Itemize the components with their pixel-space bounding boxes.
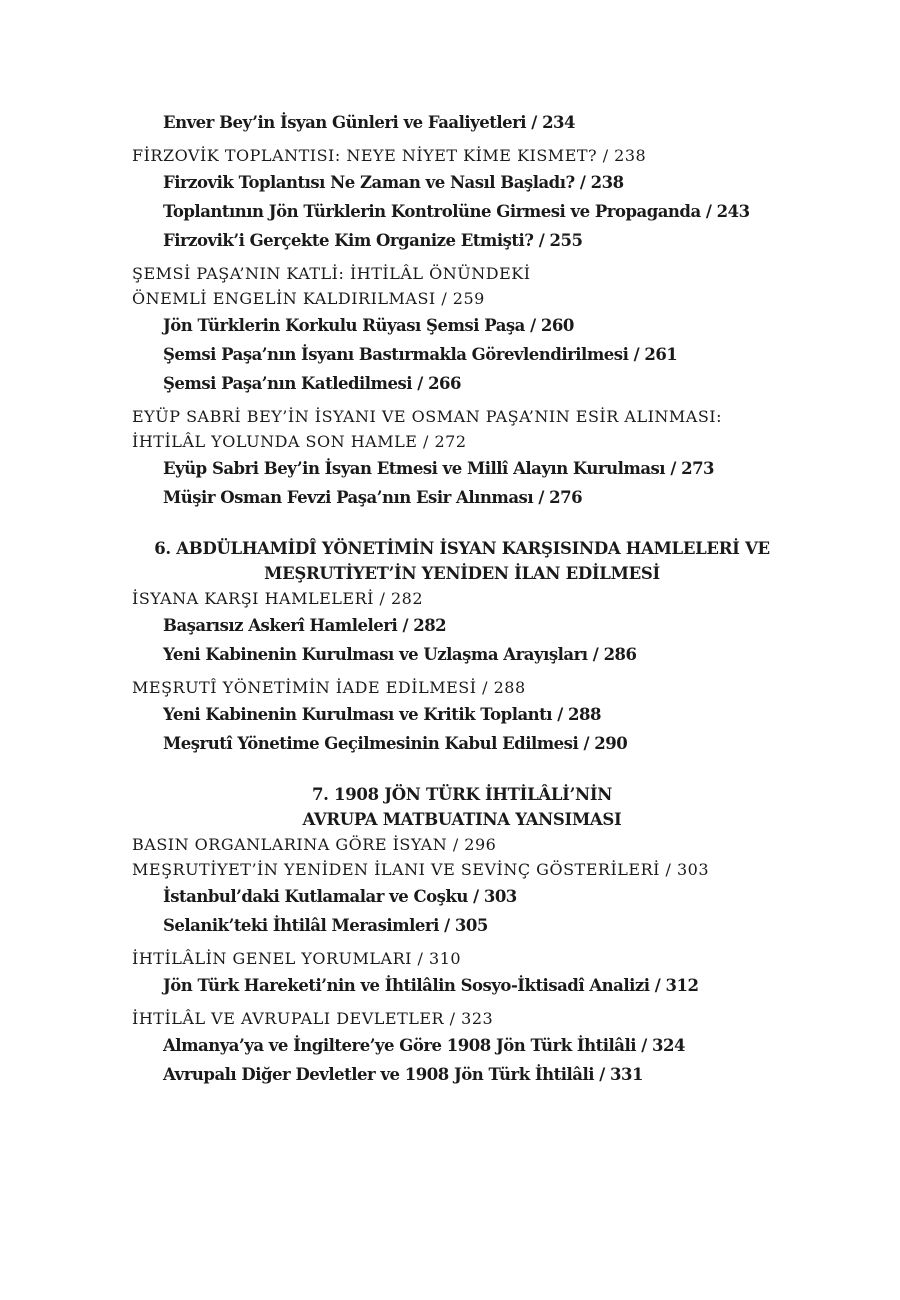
toc-section[interactable]: BASIN ORGANLARINA GÖRE İSYAN / 296 [132, 835, 497, 854]
toc-subentry[interactable]: Avrupalı Diğer Devletler ve 1908 Jön Türk İhtilâli / 331 [163, 1065, 643, 1084]
toc-subentry[interactable]: Toplantının Jön Türklerin Kontrolüne Girmesi ve Propaganda / 243 [163, 202, 750, 221]
toc-section[interactable]: MEŞRUTÎ YÖNETİMİN İADE EDİLMESİ / 288 [132, 678, 526, 697]
toc-section[interactable]: ŞEMSİ PAŞA’NIN KATLİ: İHTİLÂL ÖNÜNDEKİ [132, 264, 531, 283]
table-of-contents [132, 108, 792, 1089]
chapter-heading[interactable]: 6. ABDÜLHAMİDÎ YÖNETİMİN İSYAN KARŞISINDA HAMLELERİ VE [154, 539, 770, 558]
toc-section[interactable]: İHTİLÂLİN GENEL YORUMLARI / 310 [132, 949, 462, 968]
toc-section[interactable]: İHTİLÂL VE AVRUPALI DEVLETLER / 323 [132, 1009, 494, 1028]
toc-subentry[interactable]: Eyüp Sabri Bey’in İsyan Etmesi ve Millî Alayın Kurulması / 273 [163, 459, 715, 478]
toc-section-continued[interactable]: ÖNEMLİ ENGELİN KALDIRILMASI / 259 [132, 289, 485, 308]
toc-subentry[interactable]: Almanya’ya ve İngiltere’ye Göre 1908 Jön Türk İhtilâli / 324 [163, 1036, 685, 1055]
toc-section-continued[interactable]: İHTİLÂL YOLUNDA SON HAMLE / 272 [132, 432, 467, 451]
toc-subentry[interactable]: Yeni Kabinenin Kurulması ve Uzlaşma Arayışları / 286 [163, 645, 637, 664]
toc-subentry[interactable]: Şemsi Paşa’nın Katledilmesi / 266 [163, 374, 462, 393]
toc-subentry[interactable]: Başarısız Askerî Hamleleri / 282 [163, 616, 447, 635]
toc-subentry[interactable]: Firzovik’i Gerçekte Kim Organize Etmişti? / 255 [163, 231, 583, 250]
toc-subentry[interactable]: Jön Türklerin Korkulu Rüyası Şemsi Paşa / 260 [163, 316, 574, 335]
chapter-heading-continued[interactable]: AVRUPA MATBUATINA YANSIMASI [302, 810, 622, 829]
toc-subentry[interactable]: Meşrutî Yönetime Geçilmesinin Kabul Edilmesi / 290 [163, 734, 628, 753]
toc-section[interactable]: FİRZOVİK TOPLANTISI: NEYE NİYET KİME KISMET? / 238 [132, 146, 647, 165]
toc-section[interactable]: MEŞRUTİYET’İN YENİDEN İLANI VE SEVİNÇ GÖSTERİLERİ / 303 [132, 860, 710, 879]
chapter-heading-continued[interactable]: MEŞRUTİYET’İN YENİDEN İLAN EDİLMESİ [264, 564, 660, 583]
toc-subentry[interactable]: Şemsi Paşa’nın İsyanı Bastırmakla Görevlendirilmesi / 261 [163, 345, 678, 364]
toc-subentry[interactable]: Selanik’teki İhtilâl Merasimleri / 305 [163, 916, 488, 935]
toc-subentry[interactable]: Firzovik Toplantısı Ne Zaman ve Nasıl Başladı? / 238 [163, 173, 624, 192]
toc-subentry[interactable]: Yeni Kabinenin Kurulması ve Kritik Toplantı / 288 [163, 705, 601, 724]
toc-section[interactable]: EYÜP SABRİ BEY’İN İSYANI VE OSMAN PAŞA’NIN ESİR ALINMASI: [132, 407, 722, 426]
toc-subentry[interactable]: Enver Bey’in İsyan Günleri ve Faaliyetleri / 234 [163, 113, 576, 132]
toc-subentry[interactable]: İstanbul’daki Kutlamalar ve Coşku / 303 [163, 887, 517, 906]
toc-subentry[interactable]: Müşir Osman Fevzi Paşa’nın Esir Alınması / 276 [163, 488, 583, 507]
chapter-heading[interactable]: 7. 1908 JÖN TÜRK İHTİLÂLİ’NİN [311, 785, 613, 804]
toc-subentry[interactable]: Jön Türk Hareketi’nin ve İhtilâlin Sosyo-İktisadî Analizi / 312 [163, 976, 699, 995]
toc-section[interactable]: İSYANA KARŞI HAMLELERİ / 282 [132, 589, 424, 608]
